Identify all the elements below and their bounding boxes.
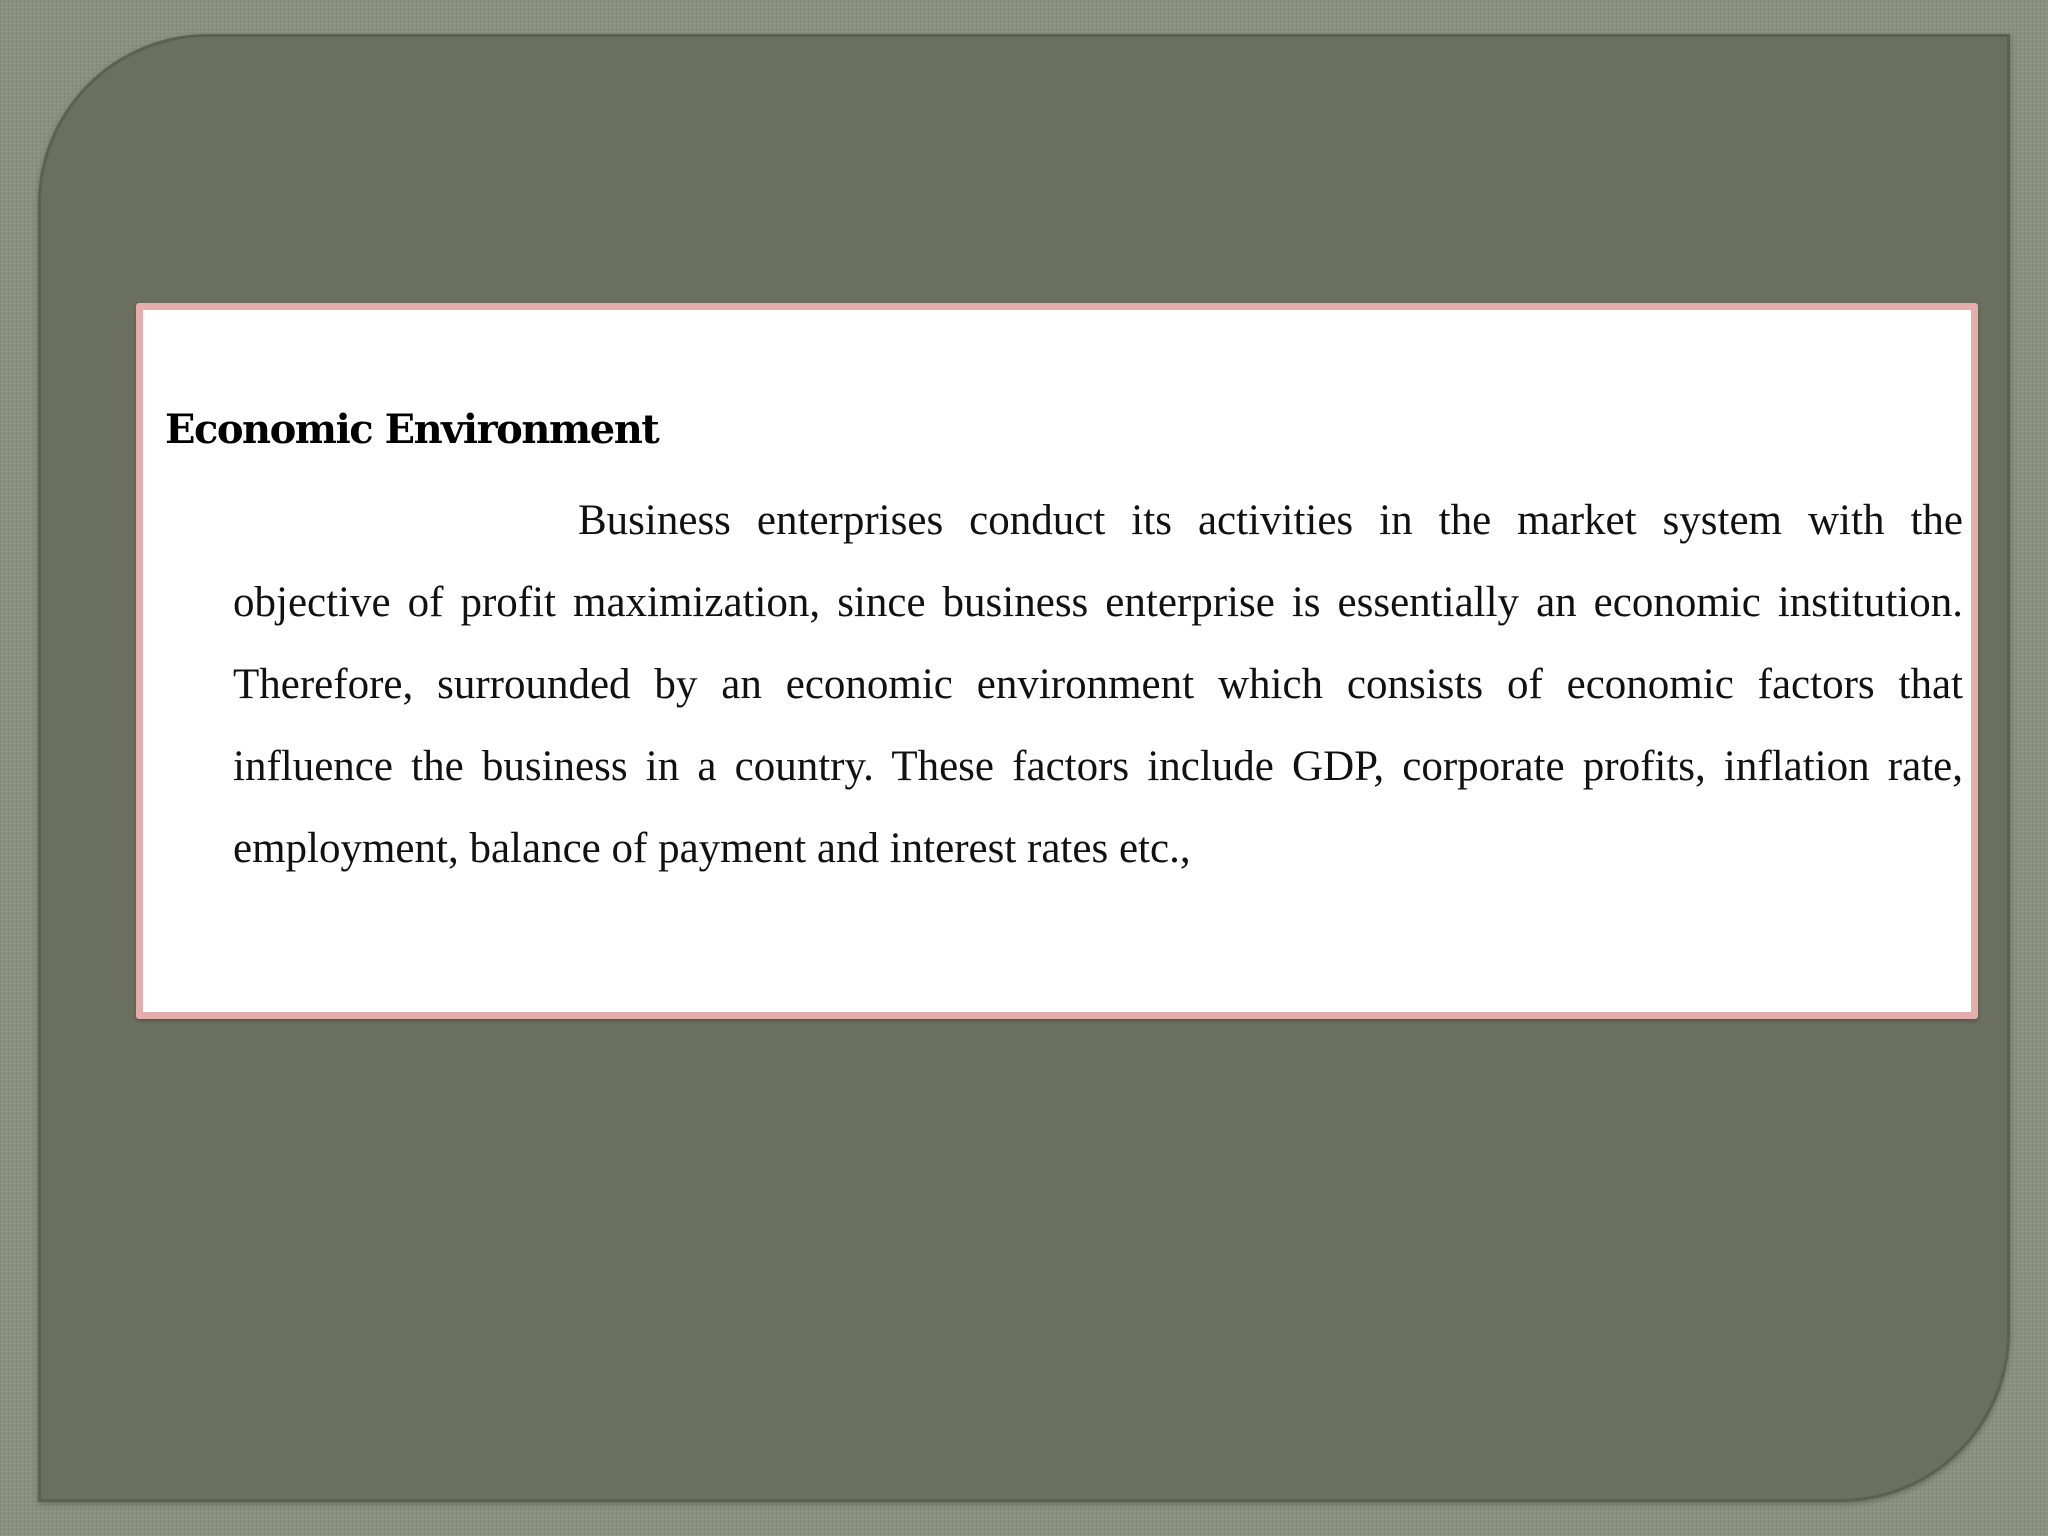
slide-panel — [38, 34, 2010, 1502]
slide-heading: Economic Environment — [165, 406, 659, 453]
slide-body-text: Business enterprises conduct its activities in the market system with the objective of profit maximization, since business enterprise is essentially an economic institution. Therefore, surrounded by an economic environment which consists of economic factors that influence the business in a country. These factors include GDP, corporate profits, inflation rate, employment, balance of payment and interest rates etc., — [233, 497, 1963, 872]
content-box — [136, 303, 1978, 1019]
